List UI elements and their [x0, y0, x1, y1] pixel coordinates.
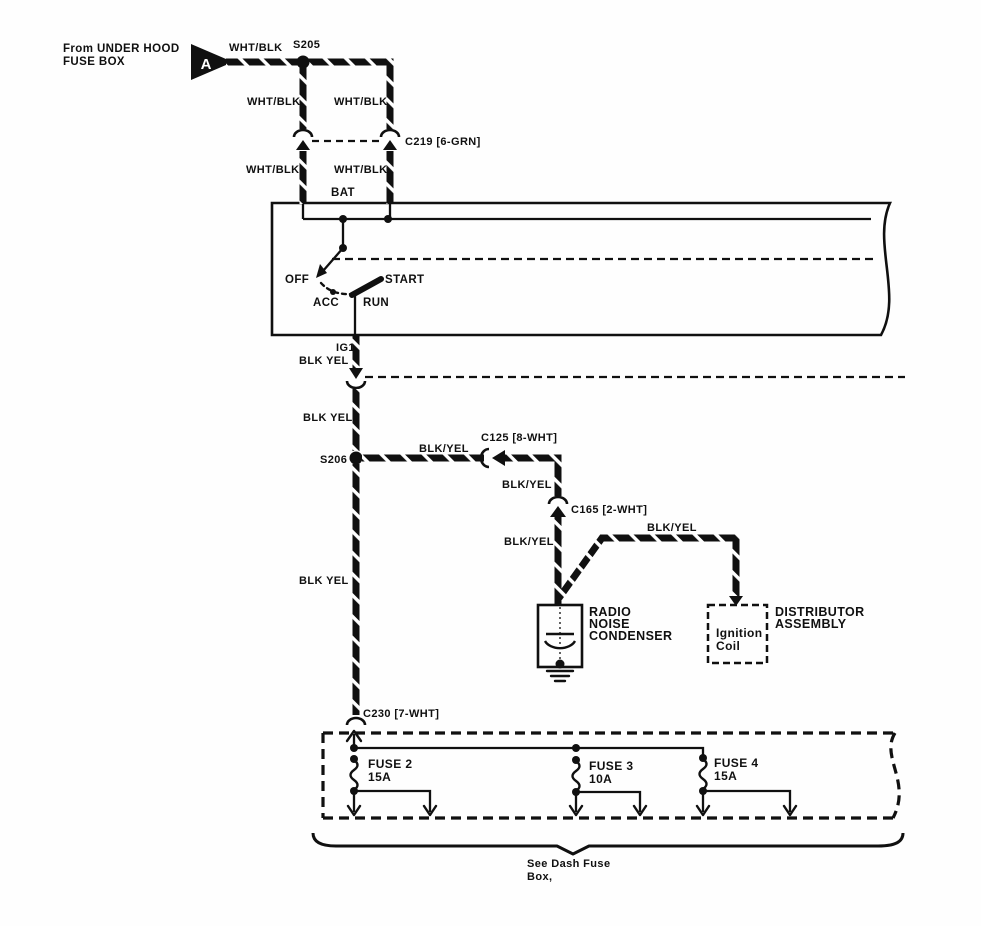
wire-label: BLK/YEL — [502, 479, 552, 491]
switch-box-outline — [272, 203, 890, 335]
wire-label: WHT/BLK — [229, 42, 283, 54]
connector-cup-icon — [294, 130, 312, 137]
wire-label: BLK YEL — [299, 355, 349, 367]
connector-pin-icon — [296, 140, 310, 150]
bat-terminal-label: BAT — [331, 187, 355, 199]
fuse-element-icon — [573, 761, 580, 791]
source-arrow-label: A — [200, 56, 212, 73]
condenser-label-line3: CONDENSER — [589, 629, 673, 643]
distributor-assembly — [708, 605, 865, 663]
fuse-name: FUSE 3 — [589, 759, 634, 773]
wire-label: WHT/BLK — [246, 164, 300, 176]
splice-s205-label: S205 — [293, 39, 321, 51]
fuse-element-icon — [351, 760, 358, 790]
brace-icon — [313, 833, 903, 854]
splice-s206-label: S206 — [320, 454, 348, 466]
dash-fuse-feed — [299, 464, 439, 725]
fuse-element-icon — [700, 759, 707, 789]
footer-line2: Box, — [527, 871, 553, 883]
connector-cup-icon — [549, 497, 567, 504]
down-arrow-icon — [697, 806, 796, 815]
ig1-terminal-label: IG1 — [336, 342, 355, 354]
radio-noise-condenser — [538, 605, 672, 681]
fuse-2 — [348, 744, 436, 815]
connector-pin-icon — [383, 140, 397, 150]
distributor-label-line1: DISTRIBUTOR — [775, 605, 865, 619]
distributor-label-line2: ASSEMBLY — [775, 617, 847, 631]
underhood-feed — [63, 39, 390, 204]
connector-c219 — [294, 130, 481, 150]
wire-label: BLK/YEL — [647, 522, 697, 534]
connector-pin-icon — [349, 368, 363, 379]
wire-label: BLK/YEL — [419, 443, 469, 455]
fuse-box-break-edge — [891, 733, 899, 818]
key-position-arc-icon — [352, 279, 381, 295]
connector-cup-icon — [347, 718, 365, 725]
wire-label: BLK/YEL — [504, 536, 554, 548]
condenser-label-line2: NOISE — [589, 617, 630, 631]
fuse-name: FUSE 2 — [368, 757, 413, 771]
fuse-output-wires — [703, 791, 790, 812]
wire-label: WHT/BLK — [247, 96, 301, 108]
fuse-output-wires — [354, 791, 430, 812]
fuse-output-wires — [576, 792, 640, 812]
switch-position-acc: ACC — [313, 297, 340, 309]
wire-label: BLK YEL — [299, 575, 349, 587]
fuse-4 — [697, 754, 796, 815]
wire-label: WHT/BLK — [334, 96, 388, 108]
connector-pin-icon — [492, 450, 505, 466]
fuse-rating: 15A — [714, 769, 738, 783]
fuse-rating: 15A — [368, 770, 392, 784]
fuse-name: FUSE 4 — [714, 756, 759, 770]
down-arrow-icon — [348, 806, 436, 815]
junction-dot — [339, 244, 347, 252]
coil-label-line2: Coil — [716, 639, 741, 653]
connector-c125-label: C125 [8-WHT] — [481, 432, 558, 444]
splice-s206-dot — [350, 452, 363, 465]
switch-acc-arc — [321, 283, 351, 294]
source-text-line1: From UNDER HOOD — [63, 43, 180, 55]
splice-s205-dot — [297, 56, 310, 69]
fuse-3 — [570, 744, 646, 815]
connector-c230-label: C230 [7-WHT] — [363, 708, 440, 720]
fuse-rating: 10A — [589, 772, 613, 786]
switch-position-start: START — [385, 274, 425, 286]
junction-dot — [339, 215, 347, 223]
ig1-circuit — [299, 336, 905, 466]
ground-icon — [547, 671, 573, 681]
connector-c219-label: C219 [6-GRN] — [405, 136, 481, 148]
switch-arm-arrowhead-icon — [316, 264, 327, 278]
connector-pin-icon — [550, 506, 566, 517]
junction-dot — [384, 215, 392, 223]
junction-dot — [350, 744, 358, 752]
connector-cup-icon — [347, 381, 365, 388]
connector-cup-icon — [381, 130, 399, 137]
footer-line1: See Dash Fuse — [527, 858, 611, 870]
fuse-bus-line — [354, 748, 703, 757]
junction-dot — [572, 744, 580, 752]
wire-label: BLK YEL — [303, 412, 353, 424]
source-text-line2: FUSE BOX — [63, 56, 125, 68]
condenser-label-line1: RADIO — [589, 605, 632, 619]
switch-arm — [323, 219, 343, 271]
footer-note — [313, 833, 903, 883]
junction-dot — [556, 660, 565, 669]
wire-label: WHT/BLK — [334, 164, 388, 176]
wire-blkyel-to-coil — [559, 538, 736, 598]
connector-c165-label: C165 [2-WHT] — [571, 504, 648, 516]
ignition-switch-box — [272, 203, 890, 336]
ignition-coil-branch — [362, 432, 743, 606]
switch-position-run: RUN — [363, 297, 390, 309]
connector-cup-icon — [481, 449, 489, 467]
acc-contact-dot — [330, 289, 336, 295]
coil-label-line1: Ignition — [716, 626, 763, 640]
dash-fuse-box — [323, 731, 899, 818]
switch-position-off: OFF — [285, 274, 310, 286]
down-arrow-icon — [570, 806, 646, 815]
